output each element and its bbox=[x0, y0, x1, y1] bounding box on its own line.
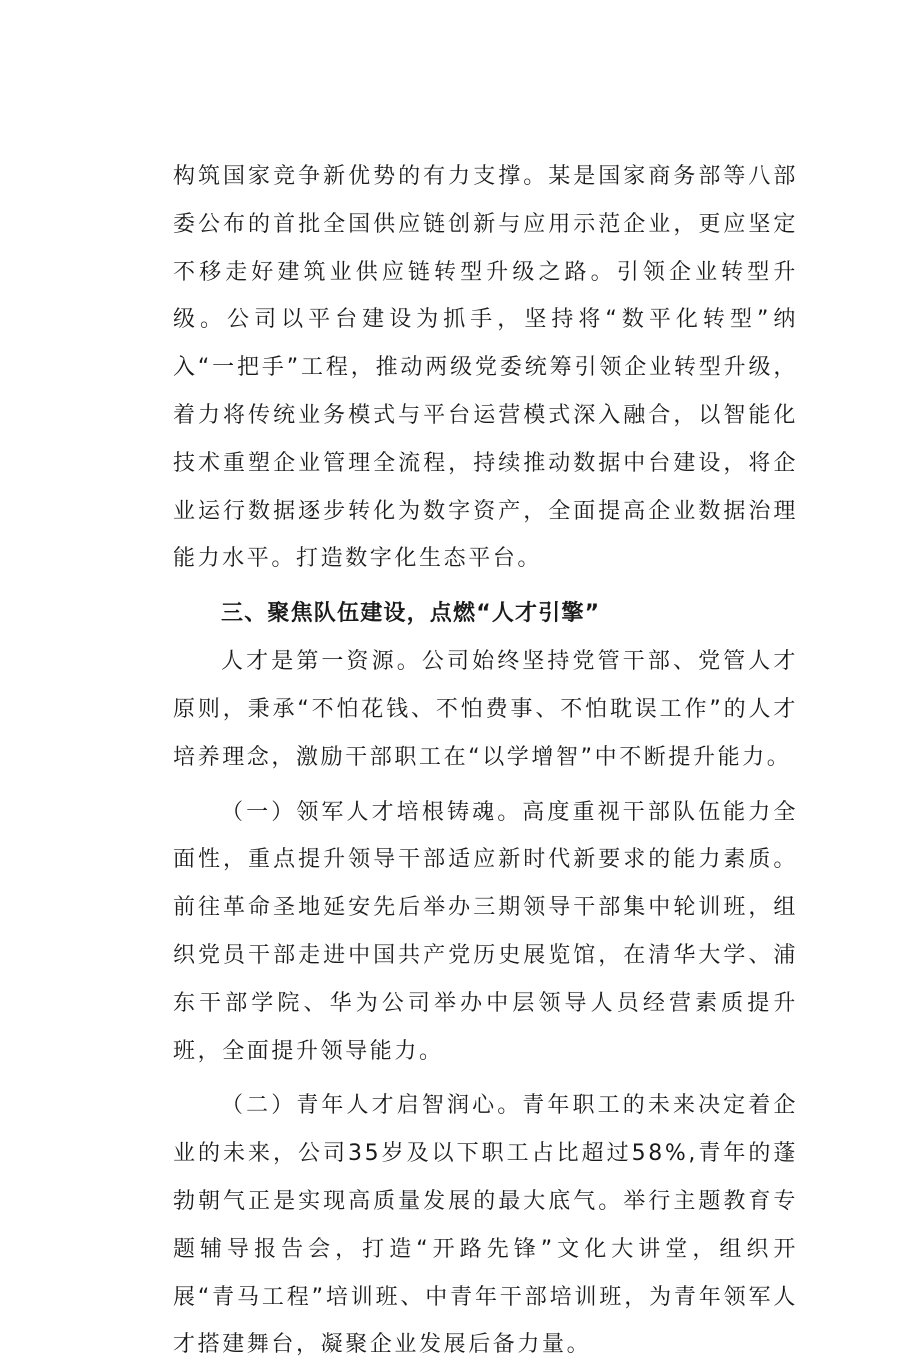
paragraph-leading-talent: （一）领军人才培根铸魂。高度重视干部队伍能力全面性，重点提升领导干部适应新时代新要求的能力素质。前往革命圣地延安先后举办三期领导干部集中轮训班，组织党员干部走进中国共产党历史展览馆，在清华大学、浦东干部学院、华为公司举办中层领导人员经营素质提升班，全面提升领导能力。 bbox=[173, 799, 798, 1064]
paragraph-talent-intro: 人才是第一资源。公司始终坚持党管干部、党管人才原则，秉承“不怕花钱、不怕费事、不怕耽误工作”的人才培养理念，激励干部职工在“以学增智”中不断提升能力。 bbox=[173, 649, 798, 770]
spacer bbox=[173, 782, 798, 789]
section-heading-3: 三、聚焦队伍建设，点燃“人才引擎” bbox=[221, 601, 601, 627]
spacer bbox=[173, 1075, 798, 1082]
paragraph-continuation: 构筑国家竞争新优势的有力支撑。某是国家商务部等八部委公布的首批全国供应链创新与应用示范企业，更应坚定不移走好建筑业供应链转型升级之路。引领企业转型升级。公司以平台建设为抓手，坚持将“数平化转型”纳入“一把手”工程，推动两级党委统筹引领企业转型升级，着力将传统业务模式与平台运营模式深入融合，以智能化技术重塑企业管理全流程，持续推动数据中台建设，将企业运行数据逐步转化为数字资产，全面提高企业数据治理能力水平。打造数字化生态平台。 bbox=[173, 164, 798, 572]
paragraph-youth-talent: （二）青年人才启智润心。青年职工的未来决定着企业的未来，公司35岁及以下职工占比超过58%,青年的蓬勃朝气正是实现高质量发展的最大底气。举行主题教育专题辅导报告会，打造“开路先锋”文化大讲堂，组织开展“青马工程”培训班、中青年干部培训班，为青年领军人才搭建舞台，凝聚企业发展后备力量。 bbox=[173, 1093, 798, 1358]
spacer bbox=[173, 583, 798, 590]
